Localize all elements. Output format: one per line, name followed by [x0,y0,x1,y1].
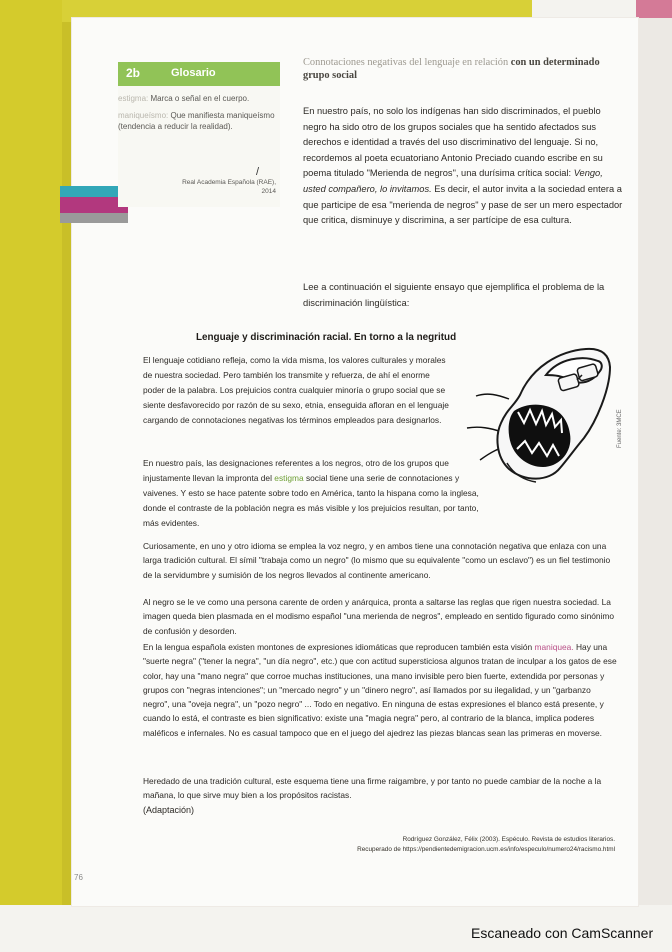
citation-source: Rodríguez González, Félix (2003). Espéculo. Revista de estudios literarios. [402,836,615,843]
glossary-body [118,93,278,132]
pen-mark-icon: / [256,166,260,178]
essay-paragraph-5-start: En la lengua española existen montones de expresiones idiomáticas que reproducen también esta visión [143,642,533,652]
topic-title [303,56,616,82]
photo-credit: Fuente: 3MCE [617,409,623,448]
essay-paragraph-2-end: social tiene una serie de connotaciones y vaivenes. Y esto se hace patente sobre todo en América, tanto la hispana como la inglesa, donde el contraste de la población negra es más visible y los prejuicios resultan, por tanto, más evidentes. [143,472,479,528]
citation [281,835,615,855]
essay-glossary-link-maniquea: maniquea. [534,642,574,652]
intro-paragraph [303,104,625,229]
section-color-bar-gray [60,213,128,223]
essay-glossary-link-estigma: estigma [274,472,304,483]
essay-paragraph-3: Curiosamente, en uno y otro idioma se emplea la voz negro, y en ambos tiene una connotación negativa que enlaza con una larga tradición cultural. El símil "trabaja como un negro" (lo mismo que su equivalente "como un esclavo") es un fiel testimonio de la servidumbre y sumisión de los negros llevados al continente americano. [143,541,611,580]
intro-quote: Vengo, usted compañero, lo invitamos. [303,168,603,194]
screaming-man-illustration [452,337,617,487]
glossary-entry [118,93,278,104]
essay-title: Lenguaje y discriminación racial. En torno a la negritud [196,332,457,343]
glossary-entry [118,110,278,132]
topic-title-faded: Connotaciones negativas del lenguaje en relación [303,57,509,68]
adaptation-note: (Adaptación) [143,805,195,815]
glossary-term: maniqueísmo: [118,111,169,120]
essay-paragraph-2 [143,456,489,531]
glossary-definition: Marca o señal en el cuerpo. [150,94,250,103]
glossary-source: Real Academia Española (RAE), 2014 [182,179,276,195]
glossary-term: estigma: [118,94,149,103]
glossary-definition: Que manifiesta maniqueísmo (tendencia a reducir la realidad). [118,111,275,131]
essay-paragraph-6: Heredado de una tradición cultural, este esquema tiene una firme raigambre, y por tanto no puede cambiar de la noche a la mañana, lo que sirve muy bien a los propósitos racistas. [143,776,602,801]
essay-paragraph-5 [143,640,619,740]
pink-corner-mark [636,0,672,18]
essay-paragraph-1: El lenguaje cotidiano refleja, como la vida misma, los valores culturales y morales de nuestra sociedad. Pero también los transmite y refuerza, de ahí el enorme poder de la palabra. Los prejuicios contra cualquier minoría o grupo social que se siente desfavorecido por razón de su sexo, etnia, enseguida afloran en el lenguaje cargando de connotaciones negativas los términos empleados para designarlos. [143,355,449,425]
reading-lead: Lee a continuación el siguiente ensayo que ejemplifica el problema de la discriminación lingüística: [303,281,605,308]
page-number: 76 [74,873,83,882]
glossary-title: Glosario [171,67,216,79]
intro-end: Es decir, el autor invita a la sociedad entera a que participe de esa "merienda de negros" y pase de ser un mero espectador que critica, disminuye y discrimina, a ser partícipe de esa cultura. [303,183,623,226]
right-page-edge [636,0,672,905]
essay-paragraph-5-end: Hay una "suerte negra" ("tener la negra", "un día negro", etc.) que con actitud supersticiosa algunos tratan de inculpar a los gatos de ese color, hay una "mano negra" que corroe muchas instituciones, una mano invisible pero bien fuerte, extendida por personas y grupos con "negras intenciones"; un "mercado negro" y un "dinero negro", así llamados por su ilegalidad, y un "garbanzo negro", una "oveja negra", un "pozo negro" ... Todo en negativo. En ninguna de estas expresiones el blanco está presente, y cuando lo está, el contraste es bien significativo: existe una "magia negra" pero, al contrario de la blanca, implica poderes maléficos e infernales. No es casual tampoco que en el juego del ajedrez las piezas blancas sean las primeras en moverse. [143,642,617,738]
essay-paragraph-4: Al negro se le ve como una persona carente de orden y anárquica, pronta a saltarse las reglas que rigen nuestra sociedad. La imagen queda bien plasmada en el modismo español "una merienda de negros", empleado en sentido figurado como sinónimo de confusión y desorden. [143,597,615,636]
citation-url: Recuperado de https://pendientedemigracion.ucm.es/info/especulo/numero24/racismo.html [357,846,615,853]
glossary-header [118,62,280,86]
topic-title-strong: con un determinado grupo social [303,57,600,81]
glossary-box [118,62,280,207]
intro-text: En nuestro país, no solo los indígenas han sido discriminados, el pueblo negro ha sido otro de los grupos sociales que ha sentido afectados sus derechos e identidad a través del uso discriminativo del lenguaje. Si no, recordemos al poeta ecuatoriano Antonio Preciado cuando escribe en su poema titulado "Merienda de negros", una durísima crítica social: [303,106,603,179]
yellow-side-strip [0,0,62,905]
scanner-watermark: Escaneado con CamScanner [471,925,654,941]
glossary-number: 2b [126,66,141,80]
essay-paragraph-2-start: En nuestro país, las designaciones referentes a los negros, otro de los grupos que injustamente llevan la impronta del [143,458,449,483]
